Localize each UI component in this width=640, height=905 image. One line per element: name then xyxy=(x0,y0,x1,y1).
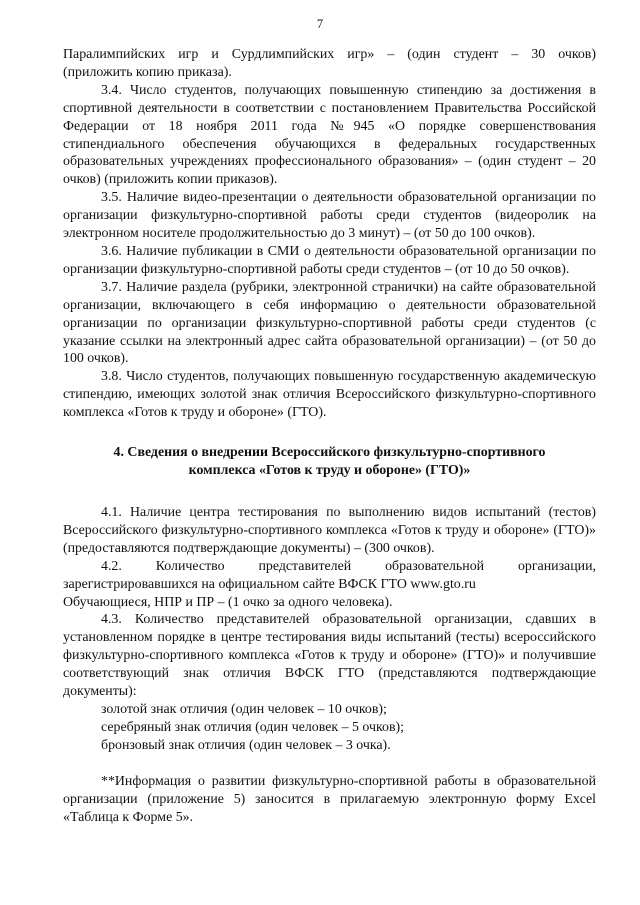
paragraph-3-7: 3.7. Наличие раздела (рубрики, электронной странички) на сайте образовательной организации, включающего в себя информацию о деятельности образовательной организации по организации физкультурно-спортивной работы среди студентов (с указание ссылки на электронный адрес сайта образовательной организации) – (от 50 до 100 очков). xyxy=(63,279,596,367)
paragraph-3-3-tail-line-2: (приложить копию приказа). xyxy=(63,64,232,80)
page-number: 7 xyxy=(316,17,324,31)
award-bronze: бронзовый знак отличия (один человек – 3 очка). xyxy=(101,737,391,753)
section-4-heading xyxy=(63,444,596,480)
section-4-heading-line-2: комплекса «Готов к труду и обороне» (ГТО)» xyxy=(188,463,471,479)
section-4-heading-line-1: 4. Сведения о внедрении Всероссийского физкультурно-спортивного xyxy=(113,445,546,461)
award-silver: серебряный знак отличия (один человек – 5 очков); xyxy=(101,719,405,735)
paragraph-3-3-tail-line-1: Паралимпийских игр и Сурдлимпийских игр» – (один студент – 30 очков) xyxy=(63,47,596,62)
page-content xyxy=(63,46,596,826)
paragraph-4-1: 4.1. Наличие центра тестирования по выполнению видов испытаний (тестов) Всероссийского физкультурно-спортивного комплекса «Готов к труду и обороне» (ГТО)» (предоставляются подтверждающие документы) – (300 очков). xyxy=(63,505,596,556)
paragraph-3-6: 3.6. Наличие публикации в СМИ о деятельности образовательной организации по организации физкультурно-спортивной работы среди студентов – (от 10 до 50 очков). xyxy=(63,243,596,277)
footnote-information: **Информация о развитии физкультурно-спортивной работы в образовательной организации (приложение 5) заносится в прилагаемую электронную форму Excel «Таблица к Форме 5». xyxy=(63,773,596,825)
award-gold: золотой знак отличия (один человек – 10 очков); xyxy=(101,702,387,717)
paragraph-3-5: 3.5. Наличие видео-презентации о деятельности образовательной организации по организации физкультурно-спортивной работы среди студентов (видеоролик на электронном носителе продолжительностью до 3 минут) – (от 50 до 100 очков). xyxy=(63,190,596,242)
paragraph-3-4: 3.4. Число студентов, получающих повышенную стипендию за достижения в спортивной деятельности в соответствии с постановлением Правительства Российской Федерации от 18 ноября 2011 года №945 «О порядке совершенствования стипендиального обеспечения обучающихся в федеральных государственных образовательных учреждениях профессионального образования» – (один студент – 20 очков) (приложить копии приказов). xyxy=(63,82,596,188)
paragraph-4-2: 4.2. Количество представителей образовательной организации, зарегистрировавшихся на официальном сайте ВФСК ГТО www.gto.ru xyxy=(63,558,596,592)
paragraph-3-8: 3.8. Число студентов, получающих повышенную государственную академическую стипендию, имеющих золотой знак отличия Всероссийского физкультурно-спортивного комплекса «Готов к труду и обороне» (ГТО). xyxy=(63,369,596,421)
paragraph-4-3: 4.3. Количество представителей образовательной организации, сдавших в установленном порядке в центре тестирования виды испытаний (тесты) всероссийского физкультурно-спортивного комплекса «Готов к труду и обороне» (ГТО)» и получившие соответствующий знак отличия ВФСК ГТО (представляются подтверждающие документы): xyxy=(63,612,596,700)
paragraph-4-2-participants: Обучающиеся, НПР и ПР – (1 очко за одного человека). xyxy=(63,594,393,610)
